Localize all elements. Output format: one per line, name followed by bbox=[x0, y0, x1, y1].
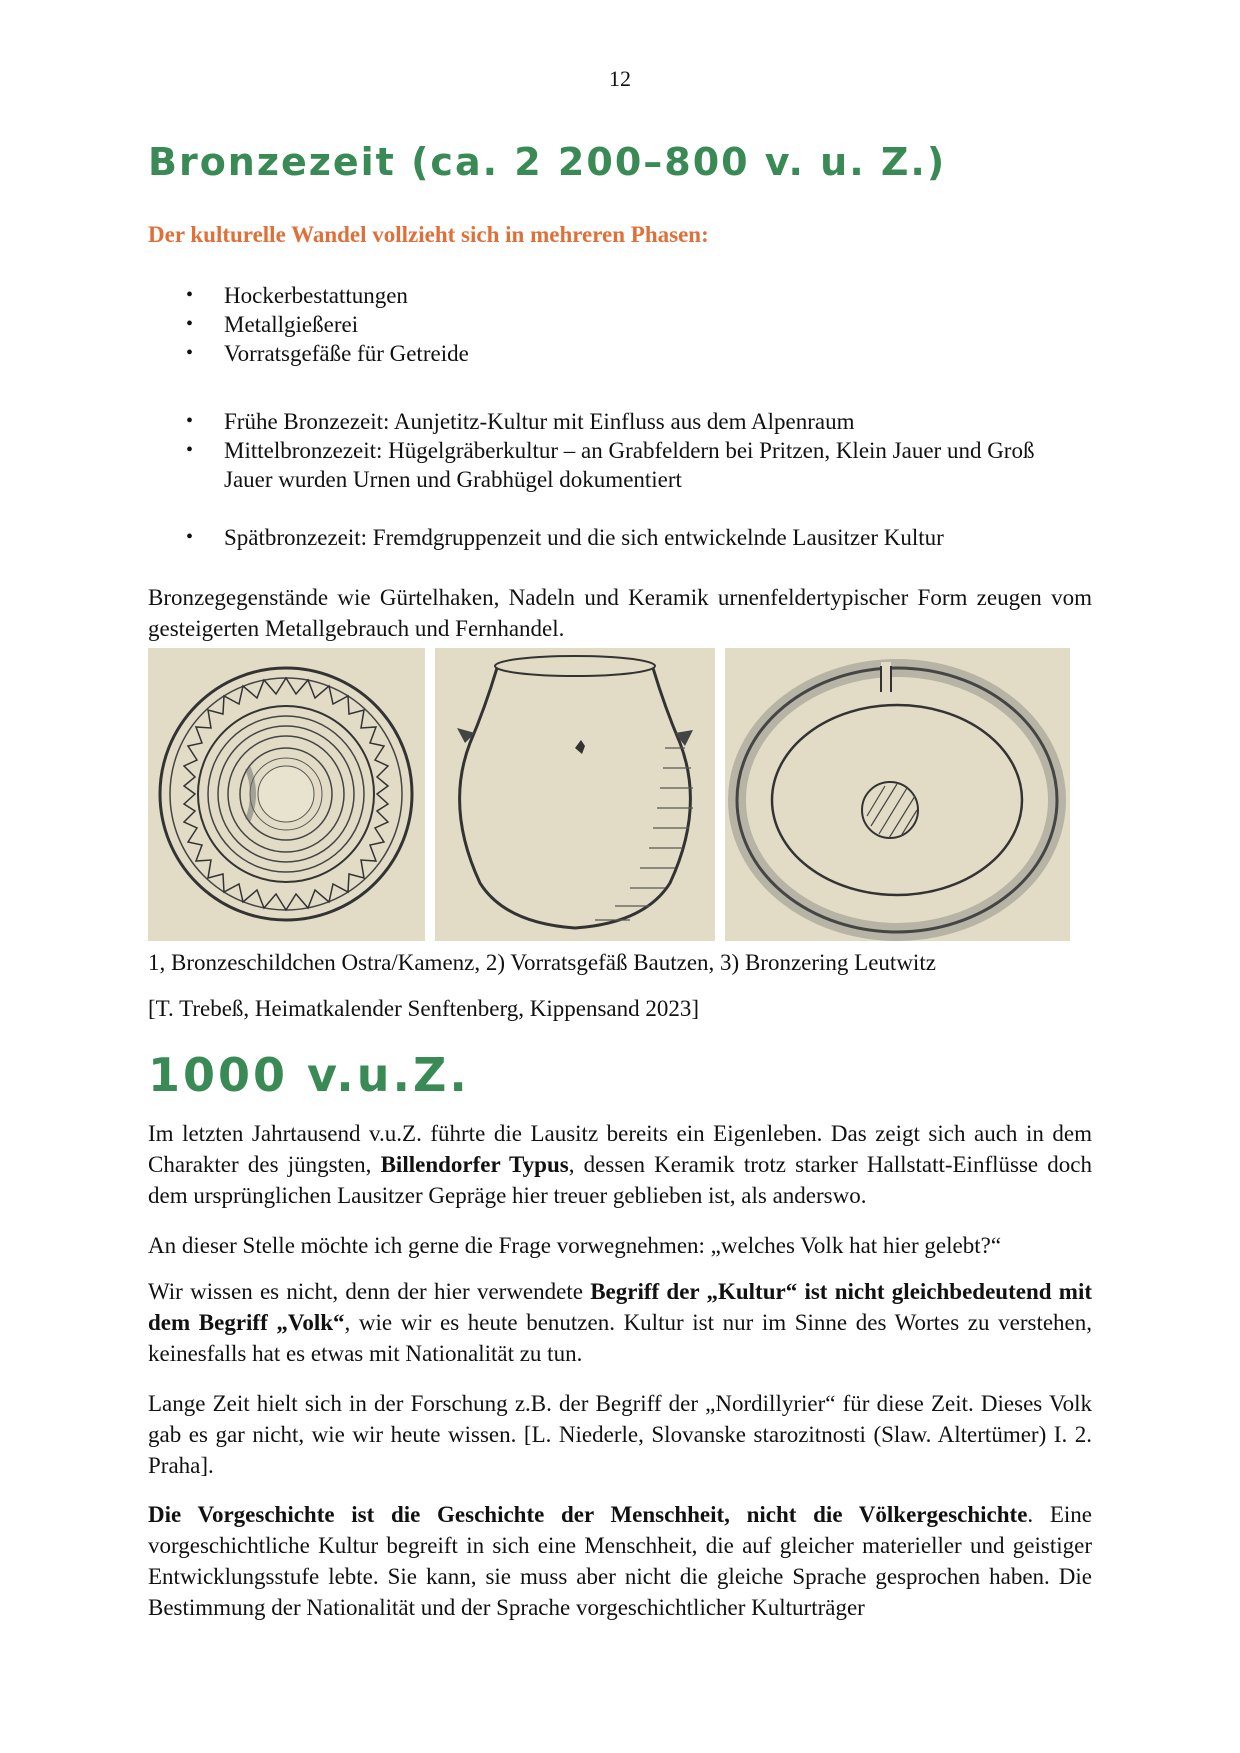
section-heading-1000: 1000 v.u.Z. bbox=[148, 1048, 470, 1102]
bronze-shield-drawing bbox=[148, 648, 425, 941]
figure-bronze-shield bbox=[148, 648, 425, 941]
list-item: • Frühe Bronzezeit: Aunjetitz-Kultur mit Einfluss aus dem Alpenraum bbox=[148, 407, 1088, 436]
list-item: • Spätbronzezeit: Fremdgruppenzeit und die sich entwickelnde Lausitzer Kultur bbox=[148, 523, 1088, 552]
paragraph-vorgeschichte: Die Vorgeschichte ist die Geschichte der Menschheit, nicht die Völkergeschichte. Eine vorgeschichtliche Kultur begreift in sich eine Menschheit, die auf gleicher materieller und geistiger Entwicklungsstufe lebte. Sie kann, sie muss aber nicht die gleiche Sprache gesprochen haben. Die Bestimmung der Nationalität und der Sprache vorgeschichtlicher Kulturträger bbox=[148, 1502, 1092, 1620]
bullet-list-phases bbox=[148, 407, 1088, 494]
page-number: 12 bbox=[609, 66, 631, 91]
figure-caption: 1, Bronzeschildchen Ostra/Kamenz, 2) Vorratsgefäß Bautzen, 3) Bronzering Leutwitz bbox=[148, 950, 936, 975]
list-item: • Hockerbestattungen bbox=[148, 281, 1088, 310]
paragraph-question: An dieser Stelle möchte ich gerne die Frage vorwegnehmen: „welches Volk hat hier gelebt?“ bbox=[148, 1233, 1002, 1258]
bullet-list-features bbox=[148, 281, 1088, 368]
source-citation: [T. Trebeß, Heimatkalender Senftenberg, Kippensand 2023] bbox=[148, 996, 700, 1021]
bronze-ring-drawing bbox=[725, 648, 1070, 941]
list-item: • Mittelbronzezeit: Hügelgräberkultur – an Grabfeldern bei Pritzen, Klein Jauer und Groß Jauer wurden Urnen und Grabhügel dokumentiert bbox=[148, 436, 1088, 494]
subheading-phasen: Der kulturelle Wandel vollzieht sich in mehreren Phasen: bbox=[148, 222, 709, 247]
paragraph-nordillyrier: Lange Zeit hielt sich in der Forschung z.B. der Begriff der „Nordillyrier“ für diese Zeit. Dieses Volk gab es gar nicht, wie wir heute wissen. [L. Niederle, Slovanske starozitnosti (Slaw. Altertümer) I. 2. Praha]. bbox=[148, 1391, 1092, 1478]
section-heading-bronzezeit: Bronzezeit (ca. 2 200–800 v. u. Z.) bbox=[148, 140, 947, 184]
storage-vessel-drawing bbox=[435, 648, 715, 941]
figure-storage-vessel bbox=[435, 648, 715, 941]
list-item: • Vorratsgefäße für Getreide bbox=[148, 339, 1088, 368]
paragraph-billendorf: Im letzten Jahrtausend v.u.Z. führte die Lausitz bereits ein Eigenleben. Das zeigt sich auch in dem Charakter des jüngsten, Billendorfer Typus, dessen Keramik trotz starker Hallstatt-Einflüsse doch dem ursprünglichen Lausitzer Gepräge hier treuer geblieben ist, als anderswo. bbox=[148, 1121, 1092, 1208]
paragraph-bronze-objects: Bronzegegenstände wie Gürtelhaken, Nadeln und Keramik urnenfeldertypischer Form zeugen vom gesteigerten Metallgebrauch und Fernhandel. bbox=[148, 585, 1092, 641]
figure-bronze-ring bbox=[725, 648, 1070, 941]
paragraph-kultur-volk: Wir wissen es nicht, denn der hier verwendete Begriff der „Kultur“ ist nicht gleichbedeutend mit dem Begriff „Volk“, wie wir es heute benutzen. Kultur ist nur im Sinne des Wortes zu verstehen, keinesfalls hat es etwas mit Nationalität zu tun. bbox=[148, 1279, 1092, 1366]
bullet-list-late-phase bbox=[148, 523, 1088, 552]
list-item: • Metallgießerei bbox=[148, 310, 1088, 339]
